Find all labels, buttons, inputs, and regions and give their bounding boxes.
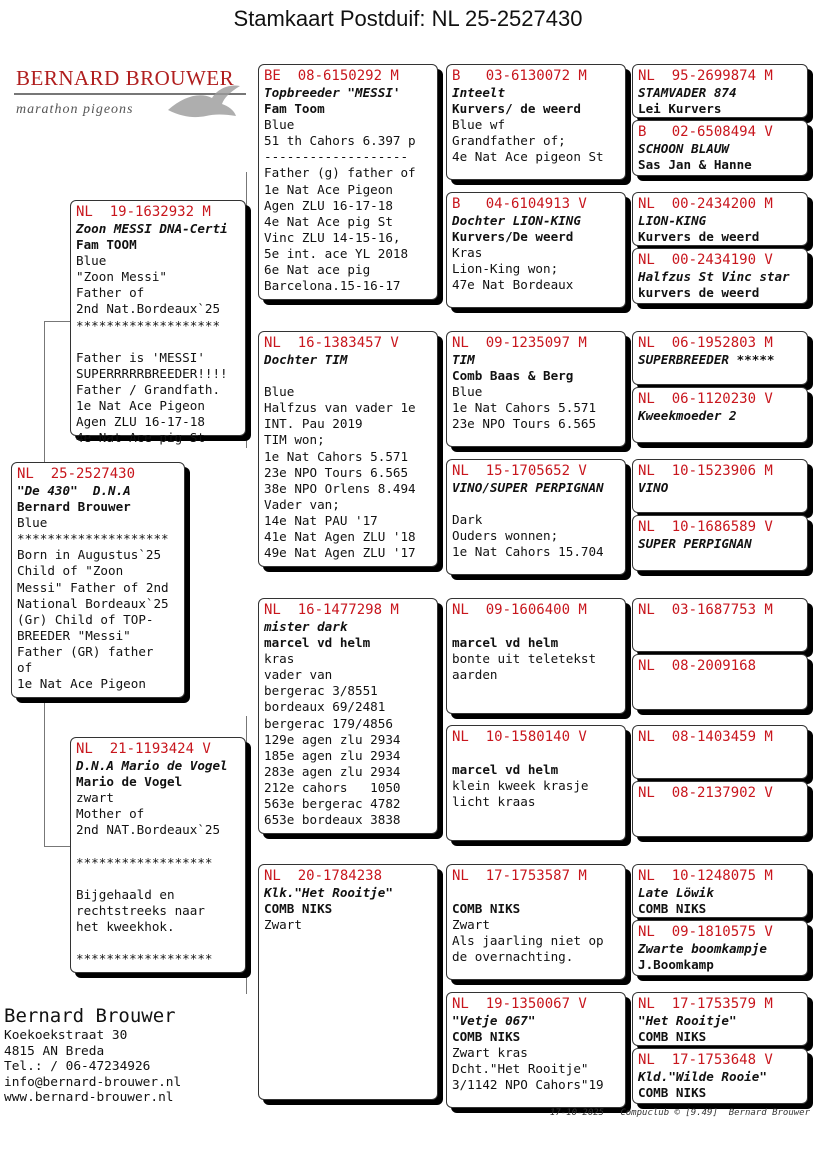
info-line: Father is 'MESSI' [76, 349, 205, 365]
pigeon-card-g15 [632, 992, 808, 1046]
owner-name: Fam TOOM [76, 237, 137, 253]
info-line: 129e agen zlu 2934 [264, 731, 401, 747]
info-line: Agen ZLU 16-17-18 [264, 197, 393, 213]
pigeon-name: VINO/SUPER PERPIGNAN [452, 480, 604, 495]
info-line [76, 871, 240, 887]
page-title: Stamkaart Postduif: NL 25-2527430 [233, 6, 583, 31]
info-line: 1e Nat Cahors 5.571 [452, 400, 597, 416]
pigeon-name: "Het Rooitje" [638, 1013, 737, 1028]
info-line: of [17, 660, 33, 676]
spacer [452, 496, 620, 512]
pigeon-card-mfm [446, 725, 626, 841]
owner-name: Bernard Brouwer [17, 499, 131, 515]
connector-gen4-a [626, 90, 627, 150]
ring-number: NL 10-1523906 M [638, 463, 773, 479]
ring-number: NL 06-1952803 M [638, 335, 773, 351]
owner-name: Lei Kurvers [638, 101, 722, 117]
owner-name: COMB NIKS [638, 901, 707, 917]
info-line: 283e agen zlu 2934 [264, 763, 401, 779]
pigeon-name: "De 430" D.N.A [17, 483, 131, 498]
pigeon-card-g14 [632, 920, 808, 976]
info-line: bergerac 3/8551 [264, 683, 378, 699]
pigeon-name: mister dark [264, 619, 348, 634]
info-line: ******************** [17, 531, 169, 547]
logo-main-text: BERNARD BROUWER [16, 66, 235, 90]
info-line: Zwart [452, 917, 490, 933]
info-line: 3/1142 NPO Cahors"19 [452, 1077, 604, 1093]
info-line: Barcelona.15-16-17 [264, 278, 401, 294]
info-line: het kweekhok. [76, 918, 175, 934]
info-line: Dcht."Het Rooitje" [452, 1061, 589, 1077]
owner-name: Comb Baas & Berg [452, 368, 574, 384]
ring-number: NL 15-1705652 V [452, 463, 587, 479]
ring-number: B 02-6508494 V [638, 124, 773, 140]
info-line: Born in Augustus`25 [17, 547, 162, 563]
pigeon-card-mmf [446, 864, 626, 980]
owner-name: COMB NIKS [452, 1029, 521, 1045]
pigeon-card-fmf [446, 331, 626, 447]
connector-gen3-c [438, 656, 439, 778]
info-line: 4e Nat Ace pig St [264, 213, 393, 229]
contact-website[interactable]: www.bernard-brouwer.nl [4, 1090, 174, 1105]
info-line: zwart [76, 790, 114, 806]
ring-number: NL 17-1753587 M [452, 868, 587, 884]
pigeon-name: LION-KING [638, 213, 707, 228]
info-line: licht kraas [452, 794, 536, 810]
ring-number: NL 95-2699874 M [638, 68, 773, 84]
owner-name: COMB NIKS [452, 901, 521, 917]
owner-name: Fam Toom [264, 101, 325, 117]
info-line: Messi" Father of 2nd [17, 579, 169, 595]
connector-gen4-d [626, 488, 627, 548]
info-line: vader van [264, 667, 333, 683]
pigeon-name: Zoon MESSI DNA-Certi [76, 221, 228, 236]
spacer [264, 368, 432, 384]
logo-sub-text: marathon pigeons [16, 102, 134, 117]
ring-number: BE 08-6150292 M [264, 68, 399, 84]
info-line: 2nd Nat.Bordeaux`25 [76, 301, 221, 317]
pigeon-card-g1 [632, 64, 808, 118]
info-line: 1e Nat Ace Pigeon [17, 676, 146, 692]
pigeon-name: Inteelt [452, 85, 506, 100]
info-line: "Zoon Messi" [76, 269, 167, 285]
pigeon-card-g11 [632, 725, 808, 779]
owner-name: J.Boomkamp [638, 957, 714, 973]
pigeon-card-g2 [632, 120, 808, 176]
owner-name: Sas Jan & Hanne [638, 157, 752, 173]
info-line [76, 935, 240, 951]
owner-name: COMB NIKS [638, 1085, 707, 1101]
ring-number: NL 08-2137902 V [638, 785, 773, 801]
connector-gen4-g [626, 892, 627, 948]
owner-name: marcel vd helm [452, 635, 559, 651]
owner-name: Kurvers/ de weerd [452, 101, 581, 117]
ring-number: NL 09-1235097 M [452, 335, 587, 351]
ring-number: NL 09-1810575 V [638, 924, 773, 940]
pigeon-card-g5 [632, 331, 808, 385]
info-line: Child of "Zoon [17, 563, 124, 579]
ring-number: NL 10-1686589 V [638, 519, 773, 535]
owner-name: marcel vd helm [264, 635, 371, 651]
ring-number: NL 03-1687753 M [638, 602, 773, 618]
info-line: ------------------- [264, 149, 409, 165]
ring-number: B 03-6130072 M [452, 68, 587, 84]
ring-number: NL 08-2009168 [638, 658, 757, 674]
info-line: Vader van; [264, 496, 340, 512]
info-line: Grandfather of; [452, 133, 566, 149]
info-line: Dark [452, 512, 483, 528]
connector-mother-branch [44, 846, 70, 847]
pigeon-name: "Vetje 067" [452, 1013, 536, 1028]
logo [14, 66, 250, 130]
contact-block [4, 1004, 181, 1106]
pigeon-card-ffm [446, 192, 626, 308]
ring-number: NL 20-1784238 [264, 868, 383, 884]
connector-father-parents [246, 172, 247, 448]
info-line: (Gr) Child of TOP- [17, 611, 154, 627]
pigeon-card-ff [258, 64, 438, 300]
info-line: National Bordeaux`25 [17, 595, 169, 611]
pigeon-card-father [70, 200, 246, 446]
info-line: aarden [452, 667, 498, 683]
connector-father-branch [44, 321, 70, 322]
info-line: Mother of [76, 806, 145, 822]
info-line: rechtstreeks naar [76, 902, 205, 918]
info-line: de overnachting. [452, 949, 574, 965]
pigeon-name: Dochter LION-KING [452, 213, 581, 228]
owner-name: marcel vd helm [452, 762, 559, 778]
pigeon-name: Late Löwik [638, 885, 714, 900]
info-line: Lion-King won; [452, 261, 559, 277]
connector-gen4-f [626, 754, 627, 810]
pigeon-card-g6 [632, 387, 808, 443]
info-line: Agen ZLU 16-17-18 [76, 414, 205, 430]
contact-line: Tel.: / 06-47234926 [4, 1059, 151, 1074]
pigeon-card-g12 [632, 781, 808, 837]
info-line: 653e bordeaux 3838 [264, 812, 401, 828]
info-line: 47e Nat Bordeaux [452, 277, 574, 293]
pigeon-name: D.N.A Mario de Vogel [76, 758, 228, 773]
info-line: 1e Nat Cahors 5.571 [264, 448, 409, 464]
info-line: INT. Pau 2019 [264, 416, 363, 432]
pigeon-card-mm [258, 864, 438, 1100]
pigeon-card-fmm [446, 459, 626, 575]
info-line: Kras [452, 245, 483, 261]
connector-gen4-b [626, 220, 627, 280]
connector-gen4-e [626, 626, 627, 682]
pigeon-card-g13 [632, 864, 808, 918]
connector-subject-vertical-lower [44, 698, 45, 846]
pigeon-card-mf [258, 598, 438, 834]
ring-number: NL 19-1350067 V [452, 996, 587, 1012]
info-line: Father (GR) father [17, 643, 154, 659]
connector-gen4-h [626, 1020, 627, 1076]
info-line: bordeaux 69/2481 [264, 699, 386, 715]
info-line: Als jaarling niet op [452, 933, 604, 949]
ring-number: NL 21-1193424 V [76, 741, 211, 757]
ring-number: NL 25-2527430 [17, 466, 136, 482]
pigeon-card-subject [11, 462, 185, 698]
info-line: 1e Nat Cahors 15.704 [452, 544, 604, 560]
pigeon-name: TIM [452, 352, 475, 367]
ring-number: NL 10-1248075 M [638, 868, 773, 884]
ring-number: NL 19-1632932 M [76, 204, 211, 220]
pigeon-card-mff [446, 598, 626, 714]
info-line: bonte uit teletekst [452, 651, 597, 667]
info-line: 1e Nat Ace Pigeon [76, 398, 205, 414]
info-line: kras [264, 651, 295, 667]
pigeon-name: SUPER PERPIGNAN [638, 536, 752, 551]
contact-name: Bernard Brouwer [4, 1005, 176, 1027]
info-line: 563e bergerac 4782 [264, 796, 401, 812]
pigeon-name [452, 619, 620, 635]
owner-name: Kurvers de weerd [638, 229, 760, 245]
footer-credit: 17-10-2025 Compuclub © [9.49] Bernard Brouwer [549, 1108, 810, 1118]
info-line [76, 838, 240, 854]
info-line: 14e Nat PAU '17 [264, 512, 378, 528]
connector-gen3-d [438, 910, 439, 1050]
contact-line: Koekoekstraat 30 [4, 1028, 128, 1043]
ring-number: NL 17-1753579 M [638, 996, 773, 1012]
info-line: ******************* [76, 317, 221, 333]
info-line: TIM won; [264, 432, 325, 448]
info-line: Vinc ZLU 14-15-16, [264, 229, 401, 245]
pigeon-card-fff [446, 64, 626, 180]
connector-gen4-c [626, 360, 627, 420]
pigeon-name: Zwarte boomkampje [638, 941, 767, 956]
owner-name: COMB NIKS [638, 1029, 707, 1045]
info-line: 23e NPO Tours 6.565 [452, 416, 597, 432]
owner-name: kurvers de weerd [638, 285, 760, 301]
info-line: Ouders wonnen; [452, 528, 559, 544]
info-line: Blue [264, 384, 295, 400]
info-line: Halfzus van vader 1e [264, 400, 416, 416]
connector-gen3-b [438, 386, 439, 516]
contact-line: 4815 AN Breda [4, 1043, 105, 1059]
pigeon-name [452, 746, 620, 762]
info-line: 1e Nat Ace Pigeon [264, 181, 393, 197]
info-line: Blue [17, 515, 48, 531]
pigeon-card-g8 [632, 515, 808, 571]
info-line: 38e NPO Orlens 8.494 [264, 480, 416, 496]
pigeon-name: SCHOON BLAUW [638, 141, 729, 156]
ring-number: B 04-6104913 V [452, 196, 587, 212]
ring-number: NL 10-1580140 V [452, 729, 587, 745]
info-line: BREEDER "Messi" [17, 627, 131, 643]
ring-number: NL 08-1403459 M [638, 729, 773, 745]
pigeon-card-g3 [632, 192, 808, 246]
info-line: 6e Nat ace pig [264, 262, 371, 278]
ring-number: NL 06-1120230 V [638, 391, 773, 407]
pigeon-card-mother [70, 737, 246, 973]
info-line: Zwart [264, 917, 302, 933]
ring-number: NL 00-2434200 M [638, 196, 773, 212]
contact-email[interactable]: info@bernard-brouwer.nl [4, 1074, 182, 1090]
pigeon-card-g16 [632, 1048, 808, 1104]
info-line: Blue [76, 253, 107, 269]
pigeon-card-g10 [632, 654, 808, 710]
info-line: 49e Nat Agen ZLU '17 [264, 545, 416, 561]
info-line: ****************** [76, 854, 213, 870]
info-line: 4e Nat Ace pig St [76, 430, 205, 446]
info-line [76, 334, 240, 350]
connector-gen3-a [438, 112, 439, 280]
pigeon-name: Halfzus St Vinc star [638, 269, 790, 284]
info-line: Zwart kras [452, 1045, 528, 1061]
connector-mother-parents [246, 716, 247, 994]
pigeon-name [452, 885, 620, 901]
connector-subject-vertical [44, 321, 45, 462]
pigeon-name: Topbreeder "MESSI' [264, 85, 401, 100]
pigeon-name: STAMVADER 874 [638, 85, 737, 100]
pigeon-card-fm [258, 331, 438, 567]
owner-name: Kurvers/De weerd [452, 229, 574, 245]
info-line: ****************** [76, 951, 213, 967]
ring-number: NL 17-1753648 V [638, 1052, 773, 1068]
ring-number: NL 00-2434190 V [638, 252, 773, 268]
info-line: 5e int. ace YL 2018 [264, 245, 409, 261]
info-line: Blue wf [452, 117, 506, 133]
info-line: Blue [264, 117, 295, 133]
pigeon-card-mmm [446, 992, 626, 1108]
info-line: 23e NPO Tours 6.565 [264, 464, 409, 480]
info-line: 212e cahors 1050 [264, 779, 401, 795]
ring-number: NL 16-1477298 M [264, 602, 399, 618]
info-line: Bijgehaald en [76, 886, 175, 902]
pigeon-card-g9 [632, 598, 808, 652]
info-line: 51 th Cahors 6.397 p [264, 133, 416, 149]
info-line: Father of [76, 285, 145, 301]
ring-number: NL 16-1383457 V [264, 335, 399, 351]
ring-number: NL 09-1606400 M [452, 602, 587, 618]
info-line: Blue [452, 384, 483, 400]
info-line: klein kweek krasje [452, 778, 589, 794]
pigeon-name: Kweekmoeder 2 [638, 408, 737, 423]
pigeon-name: Dochter TIM [264, 352, 348, 367]
pigeon-card-g4 [632, 248, 808, 304]
owner-name: Mario de Vogel [76, 774, 183, 790]
info-line: SUPERRRRRBREEDER!!!! [76, 365, 228, 381]
pigeon-name: Klk."Het Rooitje" [264, 885, 393, 900]
pigeon-name: SUPERBREEDER ***** [638, 352, 775, 367]
owner-name: COMB NIKS [264, 901, 333, 917]
info-line: Father / Grandfath. [76, 381, 221, 397]
info-line: 2nd NAT.Bordeaux`25 [76, 822, 221, 838]
pigeon-name: Kld."Wilde Rooie" [638, 1069, 767, 1084]
info-line: 185e agen zlu 2934 [264, 747, 401, 763]
pigeon-name: VINO [638, 480, 669, 495]
pigeon-card-g7 [632, 459, 808, 513]
info-line: Father (g) father of [264, 165, 416, 181]
info-line: bergerac 179/4856 [264, 715, 393, 731]
info-line: 41e Nat Agen ZLU '18 [264, 529, 416, 545]
info-line: 4e Nat Ace pigeon St [452, 149, 604, 165]
pigeon-icon [164, 80, 244, 128]
